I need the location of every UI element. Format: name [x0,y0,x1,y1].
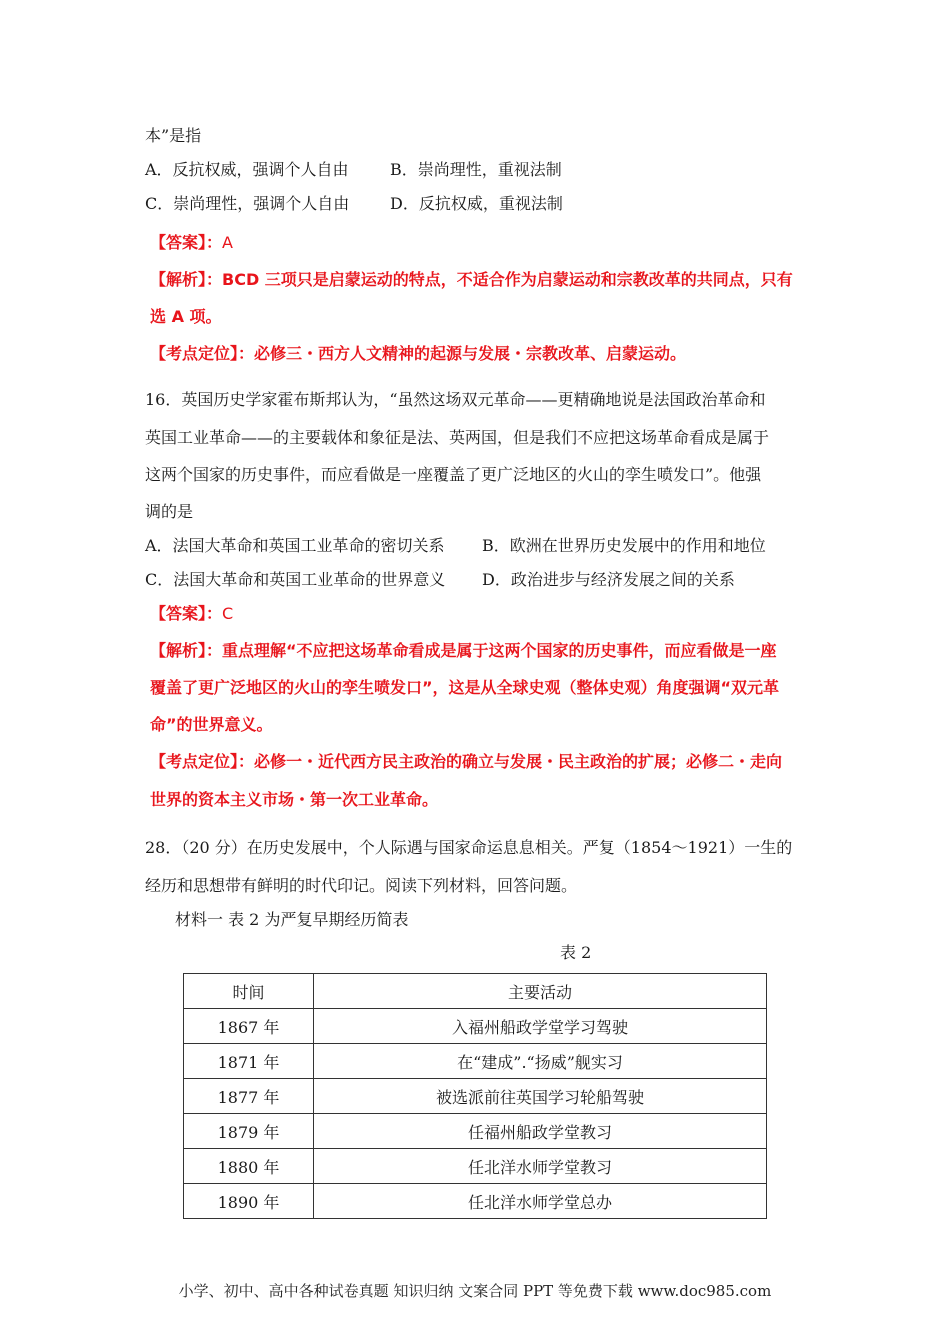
answer-value: C [222,604,234,623]
exam-point-text: 必修一・近代西方民主政治的确立与发展・民主政治的扩展；必修二・走向 [254,752,783,771]
cell-year: 1867 年 [184,1009,314,1044]
answer-tag: 【答案】： [150,604,223,623]
q16-option-d: D．政治进步与经济发展之间的关系 [482,570,735,589]
q16-option-b: B．欧洲在世界历史发展中的作用和地位 [482,536,766,555]
header-time: 时间 [184,974,314,1009]
q28-stem-line2: 经历和思想带有鲜明的时代印记。阅读下列材料，回答问题。 [145,876,578,895]
analysis-tag: 【解析】： [150,270,223,289]
table-caption: 表 2 [560,943,592,962]
q15-option-d: D．反抗权威，重视法制 [390,194,563,213]
q16-stem-line2: 英国工业革命——的主要载体和象征是法、英两国，但是我们不应把这场革命看成是属于 [145,428,770,447]
q28-stem-line1: 28．（20 分）在历史发展中，个人际遇与国家命运息息相关。严复（1854～1921）一生的 [145,838,793,857]
cell-year: 1890 年 [184,1184,314,1219]
q16-stem-line4: 调的是 [145,502,194,521]
table-row [184,1079,767,1114]
q16-analysis-line2: 覆盖了更广泛地区的火山的孪生喷发口”，这是从全球史观（整体史观）角度强调“双元革 [150,678,780,697]
q15-analysis-line1 [150,270,793,290]
cell-year: 1880 年 [184,1149,314,1184]
q15-option-b: B．崇尚理性，重视法制 [390,160,562,179]
table-row [184,1149,767,1184]
exam-point-text: 必修三・西方人文精神的起源与发展・宗教改革、启蒙运动。 [254,344,687,363]
page-footer: 小学、初中、高中各种试卷真题 知识归纳 文案合同 PPT 等免费下载 www.doc985.com [178,1282,772,1300]
q15-option-c: C．崇尚理性，强调个人自由 [145,194,350,213]
cell-activity: 任北洋水师学堂总办 [314,1184,767,1219]
table-row [184,1184,767,1219]
q15-option-a: A．反抗权威，强调个人自由 [145,160,349,179]
q28-material-intro: 材料一 表 2 为严复早期经历简表 [175,910,409,929]
q15-exam-point [150,344,686,364]
q16-exam-point-line2: 世界的资本主义市场・第一次工业革命。 [150,790,439,809]
analysis-text: 重点理解“不应把这场革命看成是属于这两个国家的历史事件，而应看做是一座 [222,641,777,660]
q15-stem-tail: 本”是指 [145,126,202,145]
cell-activity: 被选派前往英国学习轮船驾驶 [314,1079,767,1114]
answer-value: A [222,233,233,252]
q15-analysis-line2: 选 A 项。 [150,307,222,326]
q16-stem-line3: 这两个国家的历史事件，而应看做是一座覆盖了更广泛地区的火山的孪生喷发口”。他强 [145,465,762,484]
answer-tag: 【答案】： [150,233,223,252]
cell-activity: 任福州船政学堂教习 [314,1114,767,1149]
header-activity: 主要活动 [314,974,767,1009]
cell-year: 1877 年 [184,1079,314,1114]
table-row [184,1114,767,1149]
analysis-tag: 【解析】： [150,641,223,660]
table-row [184,1009,767,1044]
cell-year: 1879 年 [184,1114,314,1149]
cell-year: 1871 年 [184,1044,314,1079]
q16-option-c: C．法国大革命和英国工业革命的世界意义 [145,570,446,589]
exam-point-tag: 【考点定位】： [150,344,255,363]
analysis-text: BCD 三项只是启蒙运动的特点，不适合作为启蒙运动和宗教改革的共同点，只有 [222,270,793,289]
q16-answer [150,604,233,624]
cell-activity: 入福州船政学堂学习驾驶 [314,1009,767,1044]
q16-analysis-line1 [150,641,777,661]
q16-exam-point-line1 [150,752,782,772]
exam-point-tag: 【考点定位】： [150,752,255,771]
cell-activity: 任北洋水师学堂教习 [314,1149,767,1184]
cell-activity: 在“建成”.“扬威”舰实习 [314,1044,767,1079]
q16-option-a: A．法国大革命和英国工业革命的密切关系 [145,536,445,555]
table-header-row [184,974,767,1009]
q16-stem-line1: 16．英国历史学家霍布斯邦认为，“虽然这场双元革命——更精确地说是法国政治革命和 [145,390,766,409]
q16-analysis-line3: 命”的世界意义。 [150,715,273,734]
yanfu-experience-table [183,973,767,1219]
q15-answer [150,233,233,253]
table-row [184,1044,767,1079]
